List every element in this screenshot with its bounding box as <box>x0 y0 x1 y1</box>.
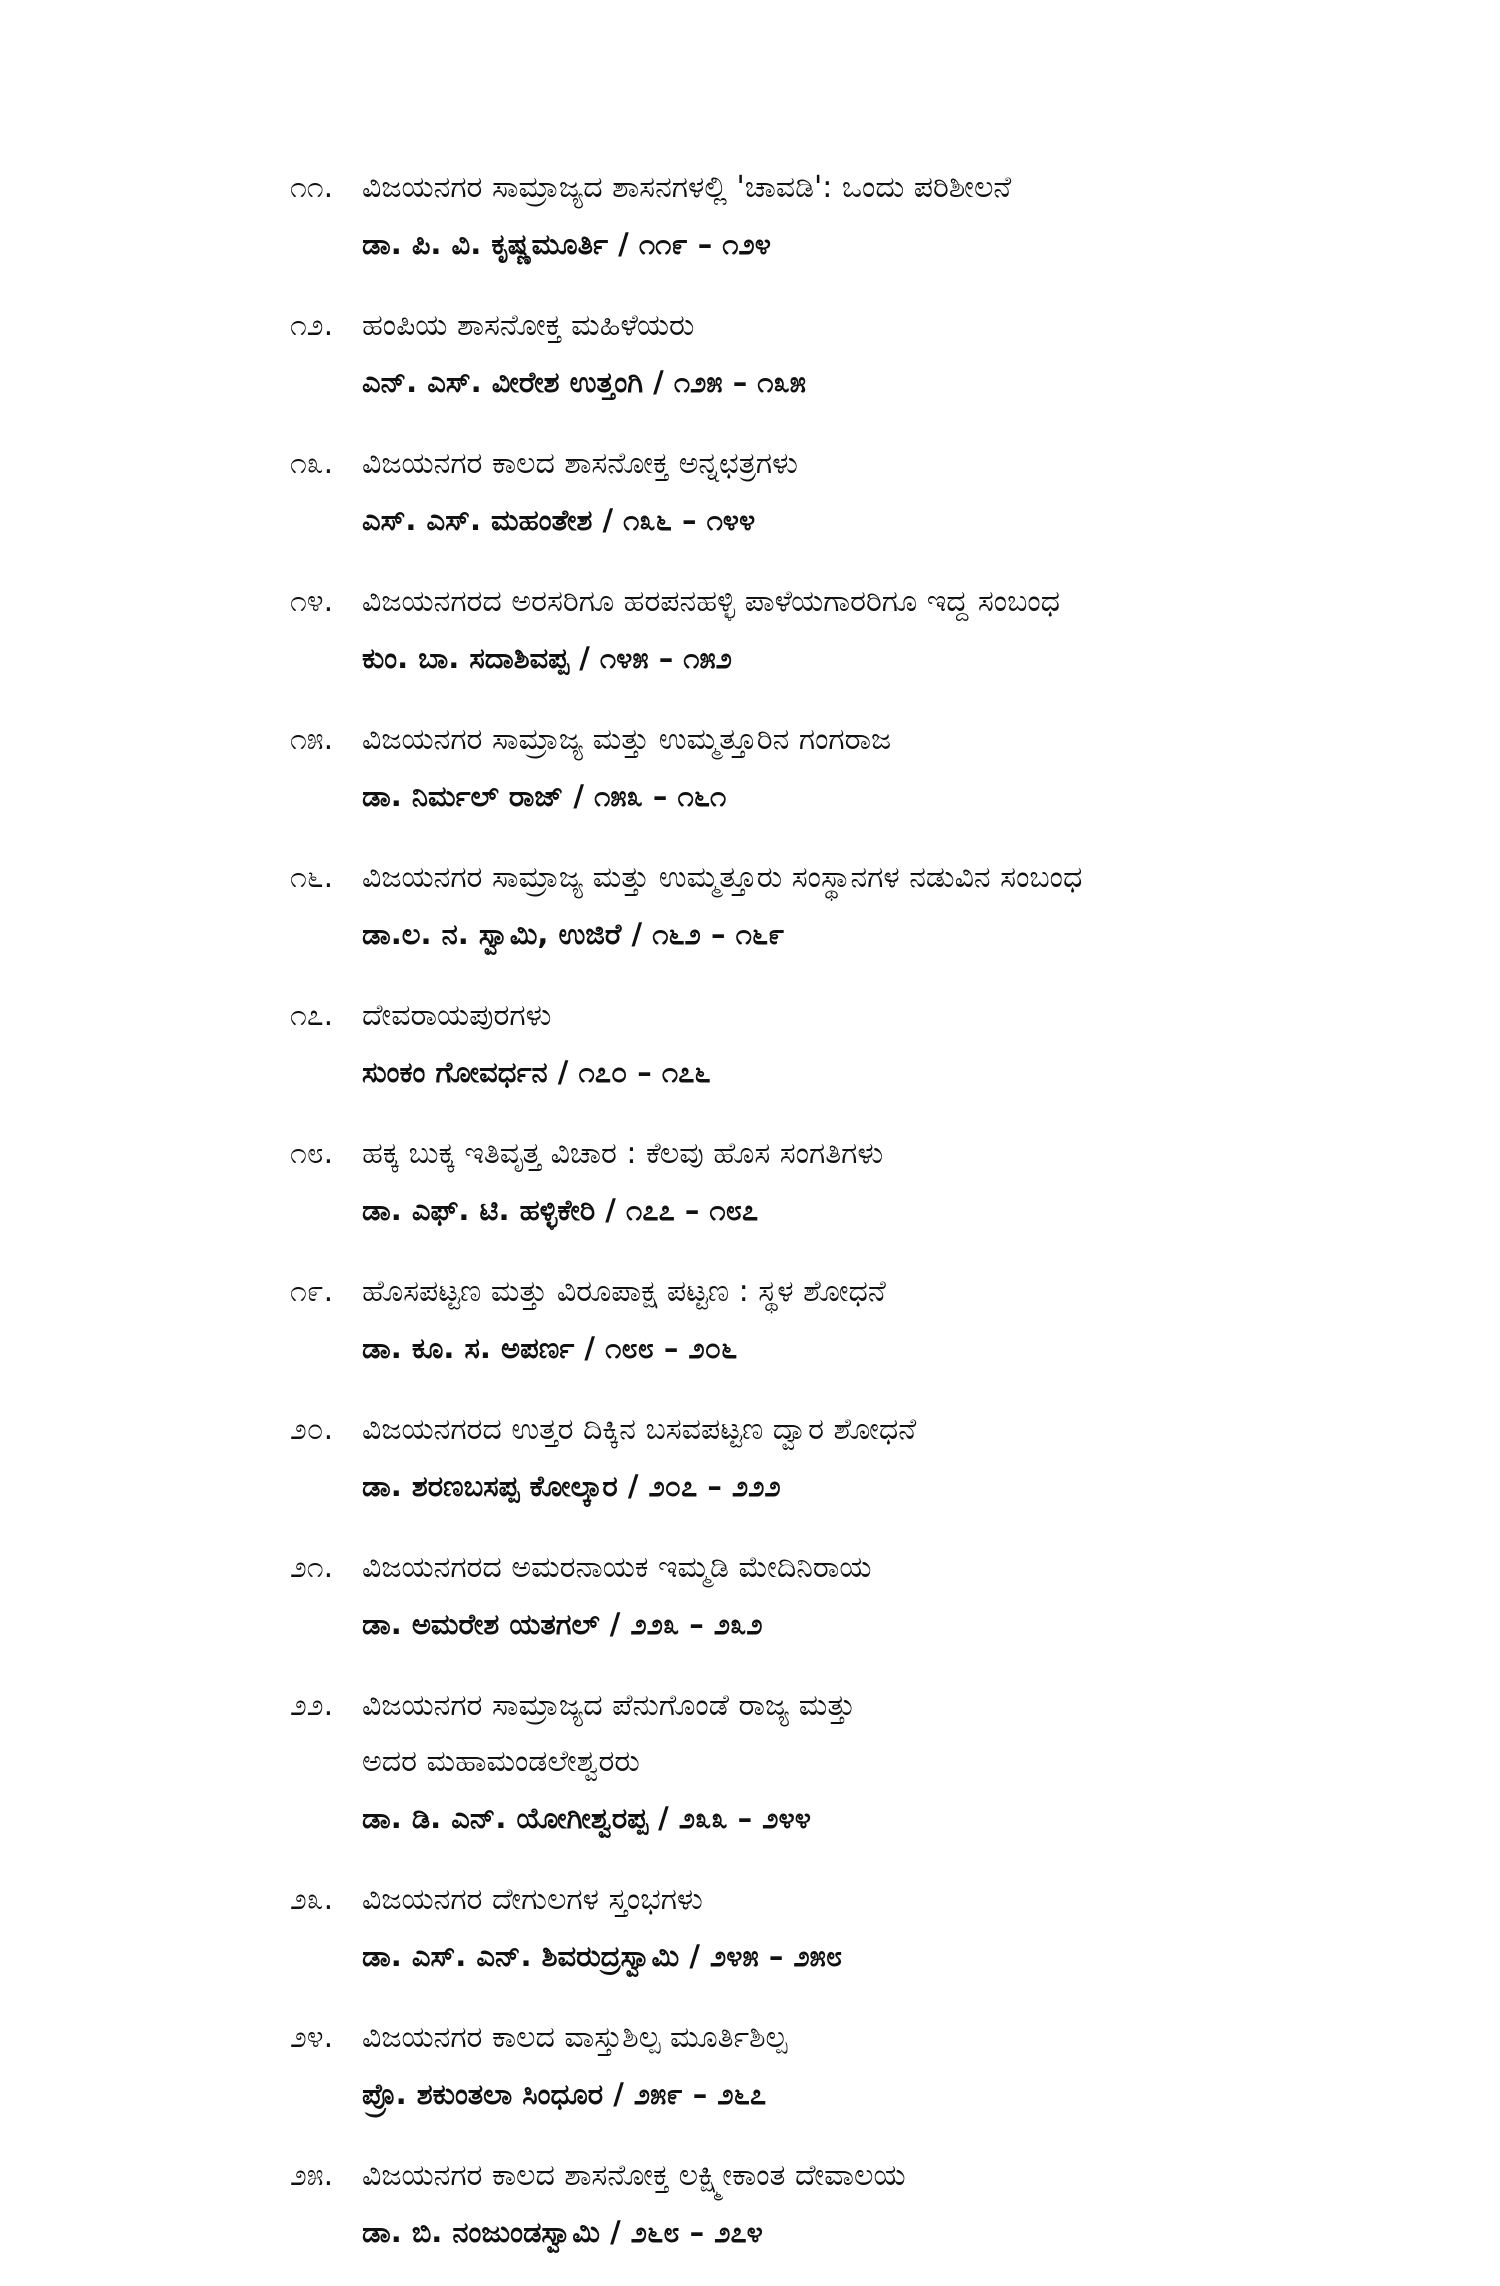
entry-pages: ೧೪೫ – ೧೫೨ <box>599 641 733 675</box>
entry-author-line <box>362 354 1290 410</box>
toc-entry <box>290 712 1290 824</box>
entry-title: ವಿಜಯನಗರ ಸಾಮ್ರಾಜ್ಯ ಮತ್ತು ಉಮ್ಮತ್ತೂರು ಸಂಸ್ಥಾನಗಳ ನಡುವಿನ ಸಂಬಂಧ <box>362 860 1083 895</box>
entry-number: ೧೯. <box>290 1274 334 1309</box>
toc-entry <box>290 1540 1290 1652</box>
toc-entry <box>290 1872 1290 1984</box>
entry-number: ೨೪. <box>290 2020 334 2055</box>
entry-pages: ೧೩೬ – ೧೪೪ <box>623 503 756 537</box>
entry-author: ಡಾ. ಎಸ್. ಎನ್. ಶಿವರುದ್ರಸ್ವಾಮಿ <box>362 1939 680 1973</box>
toc-entry <box>290 850 1290 962</box>
entry-pages: ೨೪೫ – ೨೫೮ <box>710 1939 843 1973</box>
entry-title: ಹಕ್ಕ ಬುಕ್ಕ ಇತಿವೃತ್ತ ವಿಚಾರ : ಕೆಲವು ಹೊಸ ಸಂಗತಿಗಳು <box>362 1136 884 1171</box>
toc-entry <box>290 1126 1290 1238</box>
entry-author: ಡಾ. ಎಫ್. ಟಿ. ಹಳ್ಳಿಕೇರಿ <box>362 1193 596 1227</box>
entry-pages: ೧೨೫ – ೧೩೫ <box>673 365 807 399</box>
toc-entry <box>290 1264 1290 1376</box>
entry-number: ೨೧. <box>290 1550 334 1585</box>
entry-author: ಡಾ. ಡಿ. ಎನ್. ಯೋಗೀಶ್ವರಪ್ಪ <box>362 1801 649 1835</box>
entry-pages: ೨೩೩ – ೨೪೪ <box>678 1801 811 1835</box>
author-pages-separator: / <box>592 503 624 537</box>
entry-author: ಪ್ರೊ. ಶಕುಂತಲಾ ಸಿಂಧೂರ <box>362 2077 604 2111</box>
entry-number: ೧೧. <box>290 170 334 205</box>
entry-author-line <box>362 216 1290 272</box>
toc-entry <box>290 298 1290 410</box>
entry-title: ವಿಜಯನಗರ ಸಾಮ್ರಾಜ್ಯದ ಶಾಸನಗಳಲ್ಲಿ 'ಚಾವಡಿ': ಒಂದು ಪರಿಶೀಲನೆ <box>362 170 1012 205</box>
author-pages-separator: / <box>679 1939 711 1973</box>
entry-title: ವಿಜಯನಗರದ ಅಮರನಾಯಕ ಇಮ್ಮಡಿ ಮೇದಿನಿರಾಯ <box>362 1550 872 1585</box>
entry-number: ೧೭. <box>290 998 334 1033</box>
toc-entry <box>290 436 1290 548</box>
entry-author: ಡಾ. ನಿರ್ಮಲ್ ರಾಜ್ <box>362 779 564 813</box>
entry-author-line <box>362 1928 1290 1984</box>
entry-author: ಡಾ. ಬಿ. ನಂಜುಂಡಸ್ವಾಮಿ <box>362 2215 600 2249</box>
author-pages-separator: / <box>563 779 595 813</box>
entry-number: ೧೨. <box>290 308 334 343</box>
table-of-contents <box>290 160 1290 2286</box>
entry-title: ವಿಜಯನಗರ ಕಾಲದ ಶಾಸನೋಕ್ತ ಅನ್ನಛತ್ರಗಳು <box>362 446 798 481</box>
entry-title: ದೇವರಾಯಪುರಗಳು <box>362 998 552 1033</box>
entry-author-line <box>362 1596 1290 1652</box>
entry-author-line <box>362 630 1290 686</box>
entry-number: ೧೬. <box>290 860 334 895</box>
entry-title: ವಿಜಯನಗರ ಕಾಲದ ವಾಸ್ತುಶಿಲ್ಪ ಮೂರ್ತಿಶಿಲ್ಪ <box>362 2020 788 2055</box>
entry-author: ಡಾ. ಶರಣಬಸಪ್ಪ ಕೋಲ್ಕಾರ <box>362 1469 618 1503</box>
entry-pages: ೨೫೯ – ೨೬೭ <box>633 2077 767 2111</box>
author-pages-separator: / <box>648 1801 679 1835</box>
entry-author: ಡಾ. ಪಿ. ವಿ. ಕೃಷ್ಣಮೂರ್ತಿ <box>362 227 609 261</box>
author-pages-separator: / <box>617 1469 649 1503</box>
entry-title: ವಿಜಯನಗರದ ಅರಸರಿಗೂ ಹರಪನಹಳ್ಳಿ ಪಾಳೆಯಗಾರರಿಗೂ ಇದ್ದ ಸಂಬಂಧ <box>362 584 1061 619</box>
entry-title: ವಿಜಯನಗರದ ಉತ್ತರ ದಿಕ್ಕಿನ ಬಸವಪಟ್ಟಣ ದ್ವಾರ ಶೋಧನೆ <box>362 1412 917 1447</box>
toc-entry <box>290 2148 1290 2260</box>
entry-pages: ೨೦೭ – ೨೨೨ <box>648 1469 781 1503</box>
entry-author-line <box>362 2204 1290 2260</box>
author-pages-separator: / <box>621 917 653 951</box>
toc-entry <box>290 1678 1290 1846</box>
entry-pages: ೧೫೩ – ೧೬೧ <box>594 779 727 813</box>
entry-author-line <box>362 768 1290 824</box>
entry-pages: ೧೧೯ – ೧೨೪ <box>638 227 772 261</box>
entry-number: ೨೦. <box>290 1412 334 1447</box>
author-pages-separator: / <box>569 641 600 675</box>
entry-title: ವಿಜಯನಗರ ಸಾಮ್ರಾಜ್ಯ ಮತ್ತು ಉಮ್ಮತ್ತೂರಿನ ಗಂಗರಾಜ <box>362 722 892 757</box>
entry-pages: ೧೭೦ – ೧೭೬ <box>578 1055 711 1089</box>
entry-author-line <box>362 1044 1290 1100</box>
entry-number: ೨೩. <box>290 1882 334 1917</box>
entry-title: ವಿಜಯನಗರ ಕಾಲದ ಶಾಸನೋಕ್ತ ಲಕ್ಷ್ಮೀಕಾಂತ ದೇವಾಲಯ <box>362 2158 906 2193</box>
entry-author: ಎಸ್. ಎಸ್. ಮಹಂತೇಶ <box>362 503 593 537</box>
entry-title: ಹೊಸಪಟ್ಟಣ ಮತ್ತು ವಿರೂಪಾಕ್ಷ ಪಟ್ಟಣ : ಸ್ಥಳ ಶೋಧನೆ <box>362 1274 886 1309</box>
entry-title: ಅದರ ಮಹಾಮಂಡಲೇಶ್ವರರು <box>362 1744 640 1779</box>
author-pages-separator: / <box>595 1193 626 1227</box>
author-pages-separator: / <box>599 1607 631 1641</box>
entry-pages: ೨೬೮ – ೨೭೪ <box>630 2215 763 2249</box>
entry-author-line <box>362 1458 1290 1514</box>
entry-author: ಡಾ. ಅಮರೇಶ ಯತಗಲ್ <box>362 1607 600 1641</box>
author-pages-separator: / <box>599 2215 631 2249</box>
entry-author: ಕುಂ. ಬಾ. ಸದಾಶಿವಪ್ಪ <box>362 641 570 675</box>
entry-number: ೧೮. <box>290 1136 334 1171</box>
entry-number: ೧೫. <box>290 722 334 757</box>
author-pages-separator: / <box>547 1055 579 1089</box>
entry-author: ಎನ್. ಎಸ್. ವೀರೇಶ ಉತ್ತಂಗಿ <box>362 365 644 399</box>
entry-title: ವಿಜಯನಗರ ಸಾಮ್ರಾಜ್ಯದ ಪೆನುಗೊಂಡೆ ರಾಜ್ಯ ಮತ್ತು <box>362 1688 856 1723</box>
entry-pages: ೧೬೨ – ೧೬೯ <box>652 917 785 951</box>
entry-author: ಸುಂಕಂ ಗೋವರ್ಧನ <box>362 1055 548 1089</box>
entry-number: ೧೩. <box>290 446 334 481</box>
author-pages-separator: / <box>603 2077 634 2111</box>
entry-number: ೨೫. <box>290 2158 334 2193</box>
entry-title: ಹಂಪಿಯ ಶಾಸನೋಕ್ತ ಮಹಿಳೆಯರು <box>362 308 695 343</box>
entry-pages: ೧೭೭ – ೧೮೭ <box>626 1193 759 1227</box>
toc-entry <box>290 988 1290 1100</box>
entry-pages: ೨೨೩ – ೨೩೨ <box>630 1607 763 1641</box>
entry-pages: ೧೮೮ – ೨೦೬ <box>605 1331 738 1365</box>
entry-number: ೨೨. <box>290 1688 334 1723</box>
entry-author-line <box>362 2066 1290 2122</box>
author-pages-separator: / <box>574 1331 606 1365</box>
toc-entry <box>290 574 1290 686</box>
entry-author: ಡಾ.ಲ. ನ. ಸ್ವಾಮಿ, ಉಜಿರೆ <box>362 917 622 951</box>
entry-author-line <box>362 1182 1290 1238</box>
author-pages-separator: / <box>643 365 674 399</box>
author-pages-separator: / <box>608 227 639 261</box>
entry-author-line <box>362 1790 1290 1846</box>
entry-title: ವಿಜಯನಗರ ದೇಗುಲಗಳ ಸ್ತಂಭಗಳು <box>362 1882 703 1917</box>
toc-entry <box>290 160 1290 272</box>
toc-entry <box>290 1402 1290 1514</box>
entry-number: ೧೪. <box>290 584 334 619</box>
entry-author: ಡಾ. ಕೂ. ಸ. ಅಪರ್ಣ <box>362 1331 575 1365</box>
entry-author-line <box>362 492 1290 548</box>
entry-author-line <box>362 1320 1290 1376</box>
toc-entry <box>290 2010 1290 2122</box>
entry-author-line <box>362 906 1290 962</box>
